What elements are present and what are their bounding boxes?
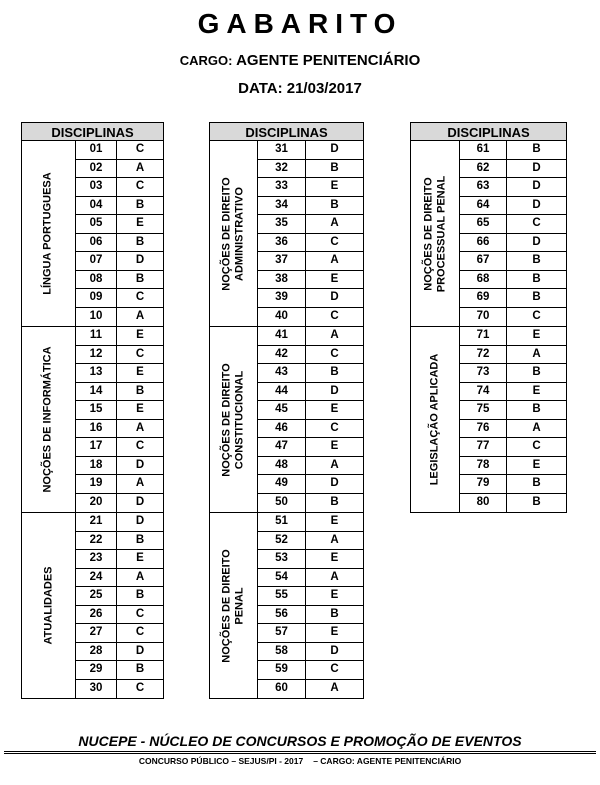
footer-divider-2 [4,753,596,754]
answer-letter: E [117,364,164,383]
answer-row [258,643,364,662]
question-number: 72 [460,346,507,365]
answer-row [258,494,364,513]
answer-row [76,550,164,569]
disciplinas-header: DISCIPLINAS [410,122,567,141]
discipline-label-cell [210,513,258,698]
answer-row [460,364,567,383]
answer-row [258,197,364,216]
question-number: 32 [258,160,306,179]
answer-row [258,661,364,680]
answer-row [258,438,364,457]
discipline-label: ATUALIDADES [42,566,55,645]
answer-letter: A [507,346,567,365]
answer-letter: C [117,680,164,699]
question-number: 43 [258,364,306,383]
discipline-group [209,513,364,699]
answer-row [76,624,164,643]
answer-letter: C [507,215,567,234]
answer-row [258,475,364,494]
discipline-label: NOÇÕES DE INFORMÁTICA [42,346,54,493]
answer-letter: C [507,308,567,327]
discipline-group [21,141,164,327]
answer-row [76,383,164,402]
question-number: 74 [460,383,507,402]
answer-row [258,346,364,365]
answer-row [76,606,164,625]
question-number: 09 [76,289,117,308]
answer-letter: E [507,457,567,476]
answer-letter: B [117,587,164,606]
answer-row [76,569,164,588]
discipline-label: NOÇÕES DE DIREITO PENAL [220,548,246,663]
answer-letter: A [306,252,364,271]
question-number: 03 [76,178,117,197]
answer-row [258,401,364,420]
answer-letter: A [117,308,164,327]
disciplinas-header: DISCIPLINAS [209,122,364,141]
answer-row [76,141,164,160]
question-number: 38 [258,271,306,290]
answer-row [258,308,364,327]
footer-cargo: – CARGO: AGENTE PENITENCIÁRIO [313,756,462,766]
answer-row [76,494,164,513]
question-number: 18 [76,457,117,476]
answer-letter: A [117,475,164,494]
question-number: 27 [76,624,117,643]
answer-row [460,197,567,216]
answer-letter: C [306,661,364,680]
answer-row [460,234,567,253]
question-number: 50 [258,494,306,513]
answer-row [76,532,164,551]
answer-letter: B [507,475,567,494]
answer-row [460,178,567,197]
answer-letter: A [117,569,164,588]
footer-info [0,756,600,766]
answer-panel-2 [209,122,364,699]
question-number: 08 [76,271,117,290]
discipline-label-cell [210,327,258,512]
answer-letter: D [117,252,164,271]
answer-letter: E [117,327,164,346]
question-number: 53 [258,550,306,569]
answer-row [258,141,364,160]
answer-row [258,383,364,402]
cargo-label: CARGO: [179,53,233,68]
footer-contest: CONCURSO PÚBLICO – SEJUS/PI - 2017 [138,756,304,766]
question-number: 56 [258,606,306,625]
question-number: 16 [76,420,117,439]
discipline-label: LEGISLAÇÃO APLICADA [428,353,441,486]
answer-row [258,569,364,588]
answer-letter: A [117,420,164,439]
question-number: 06 [76,234,117,253]
question-number: 01 [76,141,117,160]
discipline-label-cell [22,513,76,698]
question-number: 60 [258,680,306,699]
discipline-group [209,327,364,513]
answer-row [258,234,364,253]
question-number: 49 [258,475,306,494]
answer-row [460,271,567,290]
question-number: 12 [76,346,117,365]
answer-row [258,289,364,308]
answer-row [258,271,364,290]
answer-panel-3 [410,122,567,513]
answer-row [76,513,164,532]
discipline-group [209,141,364,327]
answer-letter: B [117,197,164,216]
answer-row [258,532,364,551]
question-number: 13 [76,364,117,383]
answer-row [76,643,164,662]
answer-row [258,587,364,606]
question-number: 51 [258,513,306,532]
question-number: 36 [258,234,306,253]
answer-letter: E [306,587,364,606]
answer-row [76,680,164,699]
answer-row [460,327,567,346]
question-number: 17 [76,438,117,457]
answer-row [460,160,567,179]
question-number: 22 [76,532,117,551]
discipline-label: NOÇÕES DE DIREITO ADMINISTRATIVO [220,176,246,291]
discipline-label-cell [210,141,258,326]
answer-letter: B [117,532,164,551]
answer-letter: E [306,401,364,420]
answer-row [460,141,567,160]
question-number: 25 [76,587,117,606]
answer-row [76,178,164,197]
question-number: 42 [258,346,306,365]
question-number: 79 [460,475,507,494]
question-number: 67 [460,252,507,271]
answer-letter: E [117,215,164,234]
answer-letter: E [507,327,567,346]
answer-row [76,327,164,346]
answer-row [460,346,567,365]
answer-letter: C [507,438,567,457]
answer-row [76,252,164,271]
answer-row [258,160,364,179]
answer-row [76,234,164,253]
answer-letter: B [507,141,567,160]
answer-letter: D [117,513,164,532]
discipline-group [410,327,567,513]
answer-letter: B [117,383,164,402]
question-number: 48 [258,457,306,476]
answer-row [258,606,364,625]
question-number: 77 [460,438,507,457]
answer-letter: D [306,383,364,402]
question-number: 64 [460,197,507,216]
answer-letter: B [507,252,567,271]
question-number: 15 [76,401,117,420]
answer-letter: C [117,178,164,197]
discipline-group [410,141,567,327]
question-number: 71 [460,327,507,346]
answer-letter: E [306,178,364,197]
question-number: 40 [258,308,306,327]
answer-letter: E [306,271,364,290]
answer-letter: A [306,569,364,588]
answer-letter: B [306,197,364,216]
question-number: 33 [258,178,306,197]
question-number: 20 [76,494,117,513]
answer-letter: C [117,624,164,643]
answer-row [258,178,364,197]
answer-row [460,494,567,513]
discipline-label-cell [22,141,76,326]
answer-letter: E [306,624,364,643]
answer-row [460,308,567,327]
answer-letter: D [507,234,567,253]
answer-letter: D [117,494,164,513]
answer-letter: A [306,215,364,234]
footer-organization: NUCEPE - NÚCLEO DE CONCURSOS E PROMOÇÃO DE EVENTOS [78,733,522,749]
discipline-label-cell [411,327,460,512]
answer-letter: C [117,346,164,365]
answer-row [76,587,164,606]
discipline-group [21,513,164,699]
discipline-label-cell [411,141,460,326]
question-number: 41 [258,327,306,346]
discipline-group [21,327,164,513]
question-number: 04 [76,197,117,216]
question-number: 26 [76,606,117,625]
question-number: 69 [460,289,507,308]
answer-letter: B [507,289,567,308]
answer-row [460,420,567,439]
answer-letter: E [306,550,364,569]
discipline-label-cell [22,327,76,512]
answer-row [258,364,364,383]
answer-row [460,383,567,402]
question-number: 31 [258,141,306,160]
answer-letter: D [306,289,364,308]
question-number: 23 [76,550,117,569]
answer-letter: D [507,178,567,197]
question-number: 37 [258,252,306,271]
question-number: 02 [76,160,117,179]
answer-letter: B [507,401,567,420]
answer-row [76,457,164,476]
question-number: 75 [460,401,507,420]
answer-letter: D [306,141,364,160]
answer-row [258,457,364,476]
question-number: 44 [258,383,306,402]
answer-row [76,308,164,327]
exam-date: DATA: 21/03/2017 [238,80,362,97]
question-number: 39 [258,289,306,308]
answer-row [76,420,164,439]
question-number: 78 [460,457,507,476]
question-number: 55 [258,587,306,606]
answer-row [76,271,164,290]
cargo-value: AGENTE PENITENCIÁRIO [236,52,421,69]
question-number: 05 [76,215,117,234]
discipline-label: NOÇÕES DE DIREITO PROCESSUAL PENAL [422,175,448,292]
answer-row [76,364,164,383]
question-number: 73 [460,364,507,383]
answer-letter: C [117,289,164,308]
question-number: 80 [460,494,507,513]
question-number: 11 [76,327,117,346]
answer-letter: B [507,271,567,290]
question-number: 65 [460,215,507,234]
answer-letter: B [507,494,567,513]
answer-letter: A [306,532,364,551]
answer-letter: B [117,234,164,253]
answer-letter: A [507,420,567,439]
question-number: 47 [258,438,306,457]
answer-letter: A [306,457,364,476]
answer-letter: E [306,438,364,457]
answer-letter: B [117,271,164,290]
answer-letter: E [117,550,164,569]
question-number: 76 [460,420,507,439]
question-number: 52 [258,532,306,551]
question-number: 30 [76,680,117,699]
answer-letter: E [117,401,164,420]
answer-row [76,215,164,234]
question-number: 54 [258,569,306,588]
answer-row [258,327,364,346]
discipline-label: LÍNGUA PORTUGUESA [42,172,54,295]
answer-letter: D [117,457,164,476]
answer-letter: B [306,606,364,625]
answer-letter: D [306,475,364,494]
question-number: 29 [76,661,117,680]
footer-divider [4,751,596,752]
answer-row [76,197,164,216]
answer-letter: E [306,513,364,532]
answer-letter: A [306,327,364,346]
question-number: 24 [76,569,117,588]
answer-letter: D [507,197,567,216]
answer-row [258,680,364,699]
answer-row [258,215,364,234]
answer-row [460,457,567,476]
question-number: 63 [460,178,507,197]
discipline-label: NOÇÕES DE DIREITO CONSTITUCIONAL [220,362,246,477]
answer-row [258,420,364,439]
answer-letter: E [507,383,567,402]
question-number: 07 [76,252,117,271]
question-number: 59 [258,661,306,680]
answer-letter: C [306,308,364,327]
question-number: 46 [258,420,306,439]
answer-row [460,438,567,457]
question-number: 21 [76,513,117,532]
answer-row [460,252,567,271]
question-number: 14 [76,383,117,402]
answer-row [76,661,164,680]
question-number: 35 [258,215,306,234]
question-number: 70 [460,308,507,327]
answer-letter: C [306,346,364,365]
answer-letter: D [117,643,164,662]
answer-row [258,550,364,569]
answer-letter: C [117,141,164,160]
answer-letter: B [117,661,164,680]
answer-letter: D [507,160,567,179]
question-number: 10 [76,308,117,327]
answer-letter: A [306,680,364,699]
answer-letter: C [306,420,364,439]
answer-row [258,513,364,532]
answer-row [76,475,164,494]
question-number: 45 [258,401,306,420]
answer-letter: C [306,234,364,253]
page-title: GABARITO [197,8,403,39]
answer-panel-1 [21,122,164,699]
question-number: 61 [460,141,507,160]
answer-letter: D [306,643,364,662]
question-number: 34 [258,197,306,216]
answer-row [76,401,164,420]
question-number: 58 [258,643,306,662]
answer-row [76,438,164,457]
question-number: 66 [460,234,507,253]
answer-row [460,475,567,494]
cargo-line [0,52,600,69]
answer-row [76,160,164,179]
answer-letter: B [306,160,364,179]
answer-row [460,215,567,234]
answer-letter: B [507,364,567,383]
answer-row [460,289,567,308]
answer-letter: C [117,606,164,625]
answer-row [258,252,364,271]
question-number: 57 [258,624,306,643]
answer-letter: A [117,160,164,179]
answer-row [76,289,164,308]
answer-letter: B [306,494,364,513]
question-number: 28 [76,643,117,662]
question-number: 62 [460,160,507,179]
question-number: 19 [76,475,117,494]
answer-row [76,346,164,365]
answer-letter: C [117,438,164,457]
answer-letter: B [306,364,364,383]
disciplinas-header: DISCIPLINAS [21,122,164,141]
question-number: 68 [460,271,507,290]
answer-row [258,624,364,643]
answer-row [460,401,567,420]
